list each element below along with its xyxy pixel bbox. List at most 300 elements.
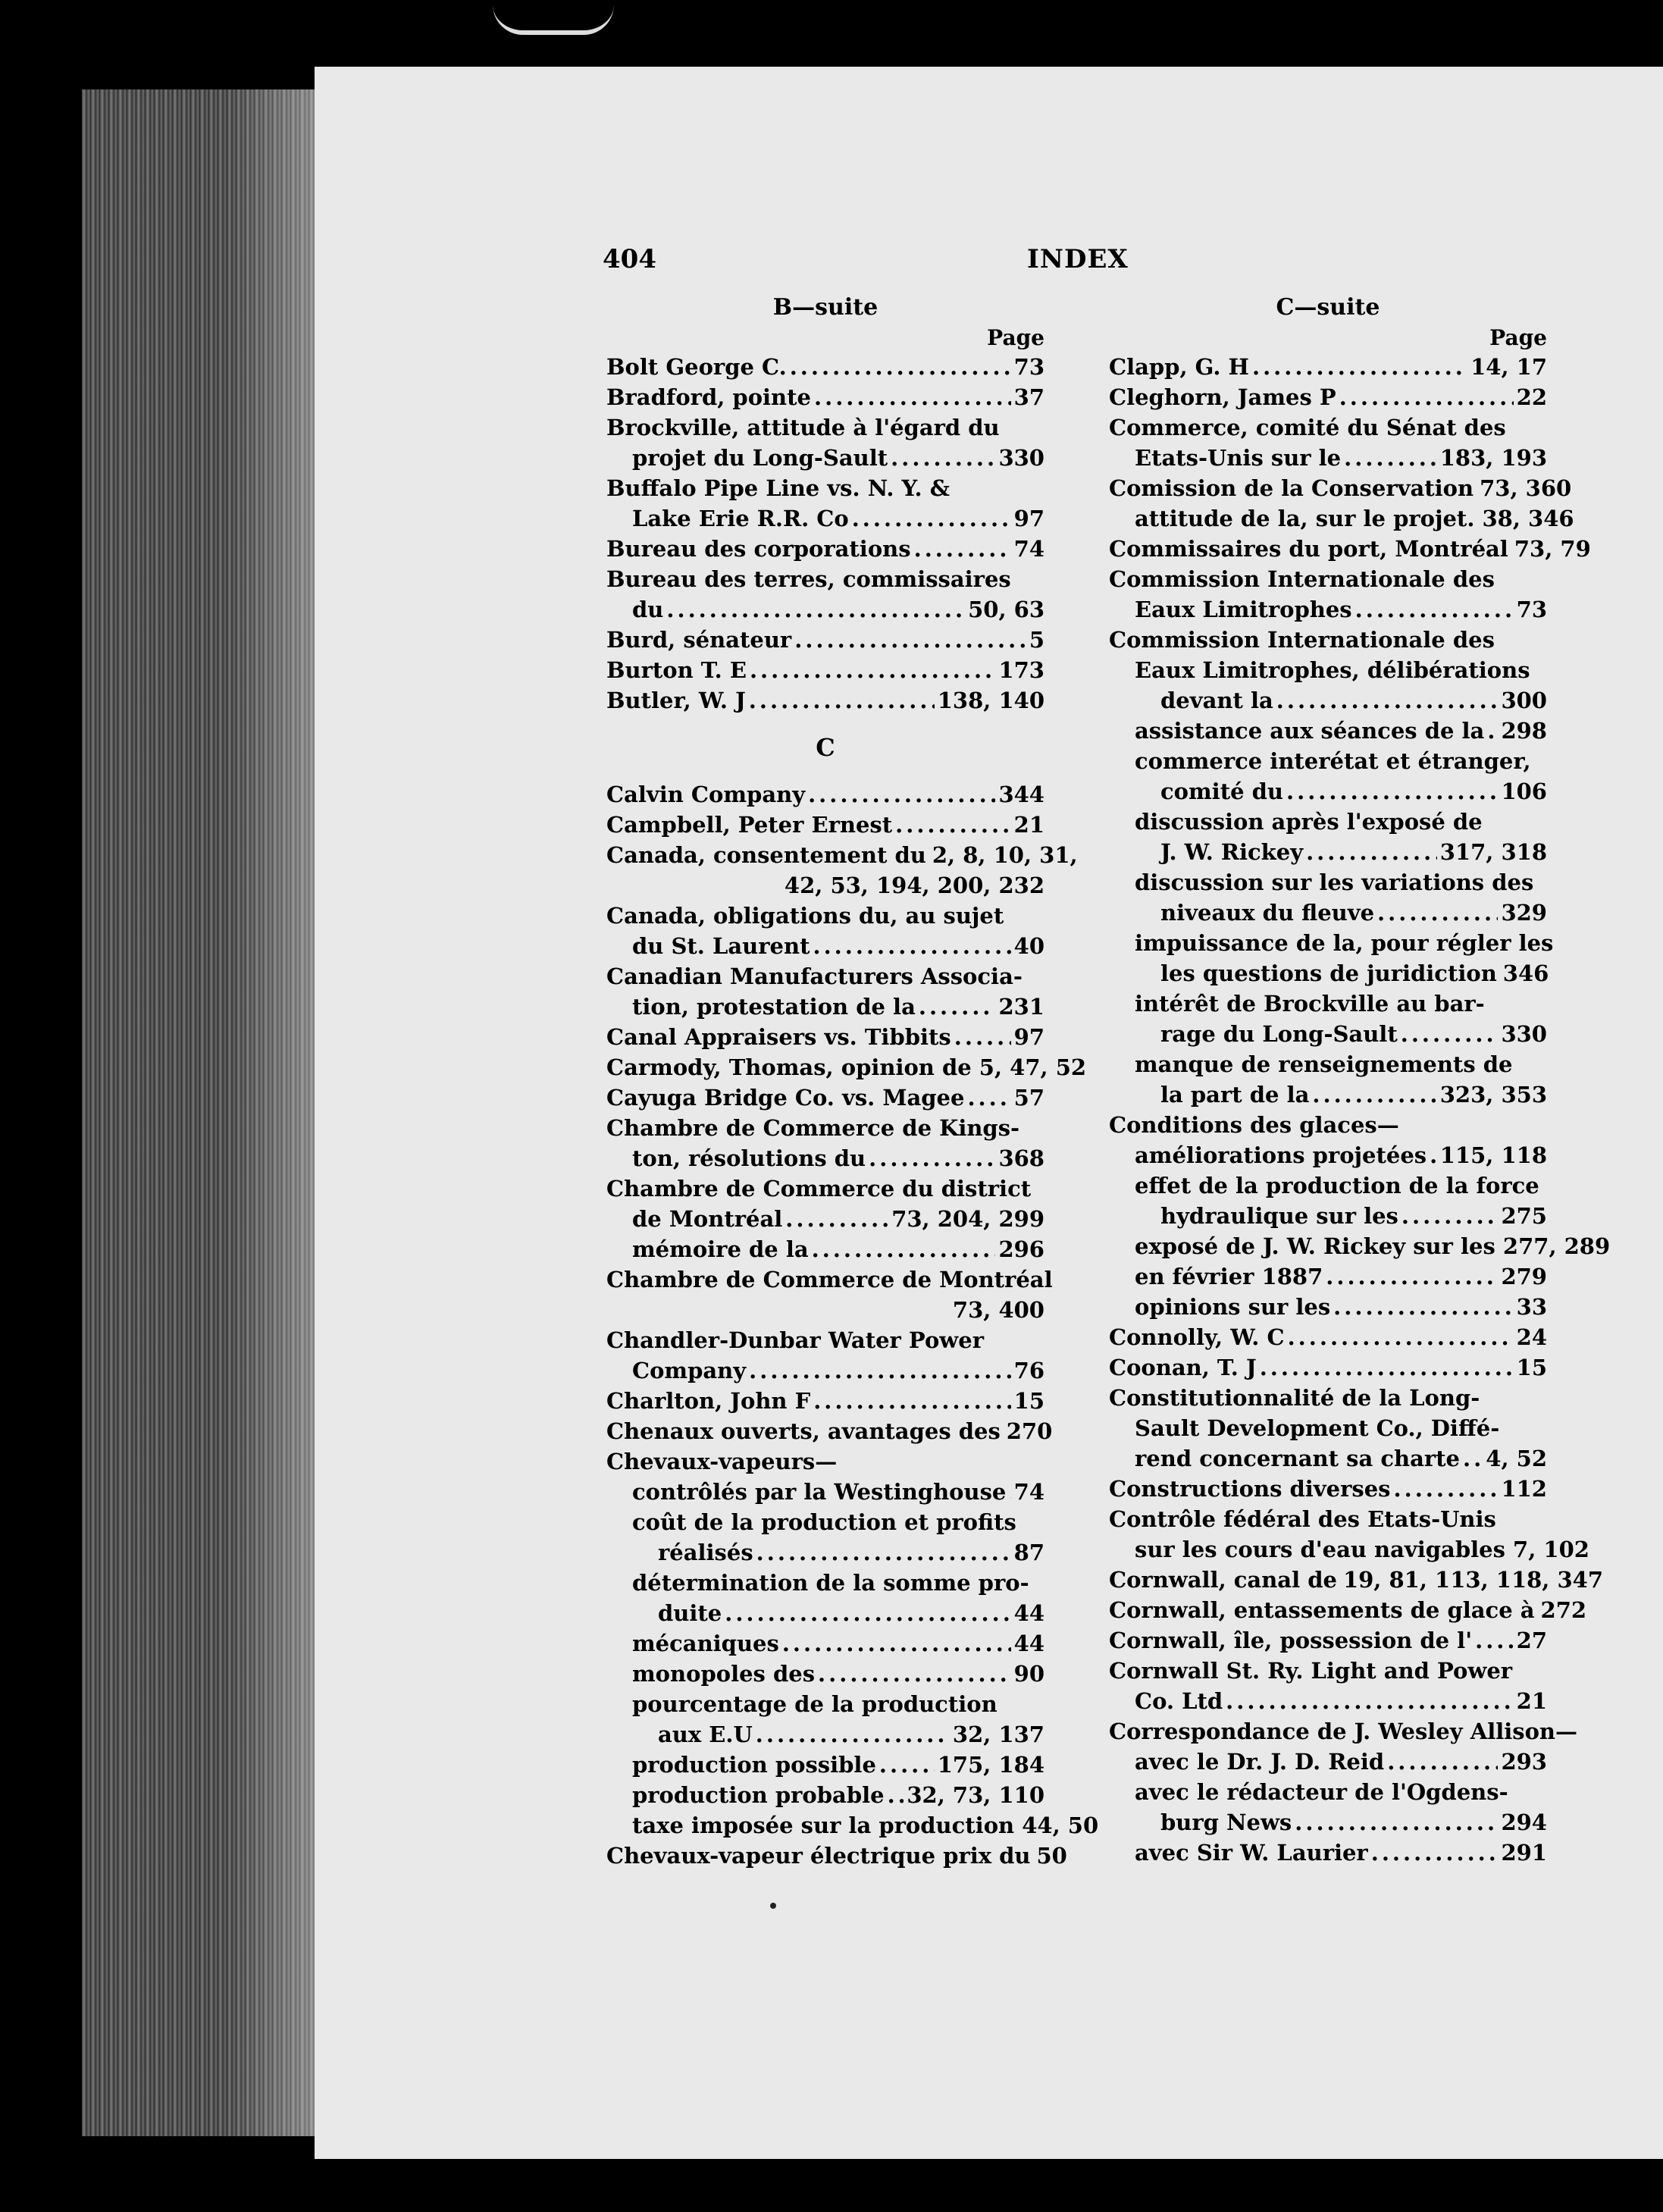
entry-text: impuissance de la, pour régler les bbox=[1135, 930, 1554, 956]
entry-text: en février 1887 bbox=[1135, 1264, 1323, 1289]
dot-leader bbox=[888, 1780, 904, 1810]
index-entry bbox=[1109, 1110, 1547, 1140]
entry-pages: 368 bbox=[998, 1145, 1044, 1171]
index-entry bbox=[1109, 1019, 1547, 1049]
entry-text: Coonan, T. J bbox=[1109, 1355, 1257, 1380]
index-entry bbox=[606, 1446, 1044, 1477]
index-entry bbox=[606, 1234, 1044, 1264]
dot-leader bbox=[794, 625, 1026, 655]
entry-text: niveaux du fleuve bbox=[1160, 900, 1375, 926]
entry-text: Cornwall, canal de bbox=[1109, 1567, 1337, 1593]
index-entry bbox=[606, 1052, 1087, 1083]
index-entry bbox=[606, 503, 1044, 534]
index-entry bbox=[606, 840, 1078, 870]
index-entry bbox=[606, 625, 1044, 655]
entry-text: Commissaires du port, Montréal bbox=[1109, 536, 1508, 562]
index-entry bbox=[606, 443, 1044, 473]
index-entry bbox=[1109, 1474, 1547, 1504]
entry-text: Commission Internationale des bbox=[1109, 627, 1495, 653]
entry-pages: 73, 79 bbox=[1514, 536, 1591, 562]
column-heading: C—suite bbox=[1276, 294, 1380, 321]
index-entry bbox=[1109, 1322, 1547, 1352]
section-letter-c: C bbox=[816, 733, 835, 762]
dot-leader bbox=[967, 1083, 1010, 1113]
entry-text: de Montréal bbox=[632, 1206, 783, 1232]
entry-pages: 2, 8, 10, 31, bbox=[932, 842, 1078, 868]
entry-text: pourcentage de la production bbox=[632, 1691, 997, 1717]
index-entry bbox=[606, 1083, 1044, 1113]
entry-text: avec Sir W. Laurier bbox=[1135, 1840, 1368, 1866]
entry-pages: 74 bbox=[1013, 1479, 1044, 1505]
dot-leader bbox=[666, 594, 965, 625]
entry-text: Cleghorn, James P bbox=[1109, 384, 1336, 410]
dot-leader bbox=[879, 1750, 935, 1780]
entry-pages: 323, 353 bbox=[1439, 1082, 1547, 1108]
index-entry bbox=[1109, 1443, 1547, 1474]
index-entry bbox=[606, 870, 1044, 901]
index-entry bbox=[1109, 1595, 1587, 1625]
entry-pages: 24 bbox=[1516, 1324, 1547, 1350]
entry-text: Chevaux-vapeur électrique prix du bbox=[606, 1843, 1031, 1869]
index-entries-c bbox=[606, 779, 1099, 1871]
entry-pages: 21 bbox=[1516, 1688, 1547, 1714]
entry-text: discussion après l'exposé de bbox=[1135, 809, 1483, 835]
entry-text: Burton T. E bbox=[606, 657, 747, 683]
entry-pages: 44 bbox=[1013, 1600, 1044, 1626]
index-entry bbox=[606, 1780, 1044, 1810]
entry-pages: 42, 53, 194, 200, 232 bbox=[784, 873, 1044, 898]
entry-pages: 317, 318 bbox=[1439, 839, 1547, 865]
dot-leader bbox=[750, 655, 996, 685]
index-entry bbox=[1109, 1140, 1547, 1170]
dot-leader bbox=[790, 352, 1011, 382]
entry-pages: 57 bbox=[1013, 1085, 1044, 1111]
index-entry bbox=[1109, 989, 1547, 1019]
entry-text: Constructions diverses bbox=[1109, 1476, 1391, 1502]
dot-leader bbox=[1475, 1625, 1514, 1656]
index-entry bbox=[1109, 746, 1547, 776]
dot-leader bbox=[1344, 443, 1437, 473]
entry-pages: 19, 81, 113, 118, 347 bbox=[1342, 1567, 1604, 1593]
index-entry bbox=[606, 1325, 1044, 1355]
index-entry bbox=[606, 1810, 1099, 1841]
entry-text: Chambre de Commerce de Montréal bbox=[606, 1267, 1053, 1292]
entry-pages: 15 bbox=[1013, 1388, 1044, 1414]
entry-text: intérêt de Brockville au bar- bbox=[1135, 991, 1485, 1017]
dot-leader bbox=[1371, 1838, 1499, 1868]
page-number: 404 bbox=[603, 244, 656, 274]
entry-text: du bbox=[632, 597, 664, 622]
index-entry bbox=[606, 564, 1044, 594]
index-entry bbox=[606, 961, 1044, 992]
entry-pages: 330 bbox=[998, 445, 1044, 471]
index-entry bbox=[1109, 1352, 1547, 1383]
entry-pages: 73 bbox=[1516, 597, 1547, 622]
entry-text: avec le Dr. J. D. Reid bbox=[1135, 1749, 1385, 1775]
index-entry bbox=[606, 382, 1044, 412]
entry-text: Commerce, comité du Sénat des bbox=[1109, 415, 1506, 440]
index-entry bbox=[606, 1264, 1053, 1295]
index-entry bbox=[1109, 1201, 1547, 1231]
index-entry bbox=[1109, 1504, 1547, 1534]
entry-text: Carmody, Thomas, opinion de 5, 47, 52 bbox=[606, 1054, 1087, 1080]
entry-text: mémoire de la bbox=[632, 1236, 809, 1262]
column-heading: B—suite bbox=[772, 294, 878, 321]
index-entry bbox=[606, 1416, 1053, 1446]
entry-pages: 231 bbox=[998, 994, 1044, 1020]
index-entry bbox=[1109, 1716, 1578, 1747]
index-entry bbox=[606, 594, 1044, 625]
index-entry bbox=[1109, 1656, 1547, 1686]
index-entry bbox=[1109, 1292, 1547, 1322]
index-entry bbox=[606, 1598, 1044, 1628]
entry-text: rage du Long-Sault bbox=[1160, 1021, 1398, 1047]
dot-leader bbox=[1306, 837, 1437, 867]
entry-text: réalisés bbox=[658, 1540, 753, 1565]
entry-text: Chambre de Commerce du district bbox=[606, 1176, 1032, 1202]
index-entry bbox=[1109, 1747, 1547, 1777]
entry-text: assistance aux séances de la bbox=[1135, 718, 1485, 744]
dot-leader bbox=[814, 382, 1011, 412]
entry-text: Cayuga Bridge Co. vs. Magee bbox=[606, 1085, 965, 1111]
dot-leader bbox=[1387, 1747, 1498, 1777]
index-entry bbox=[1109, 1079, 1547, 1110]
entry-text: production probable bbox=[632, 1782, 885, 1808]
index-entry bbox=[606, 810, 1044, 840]
entry-text: hydraulique sur les bbox=[1160, 1203, 1398, 1229]
entry-text: production possible bbox=[632, 1752, 876, 1778]
index-entry bbox=[606, 1537, 1044, 1568]
entry-pages: 27 bbox=[1516, 1628, 1547, 1653]
entry-pages: 112 bbox=[1501, 1476, 1547, 1502]
index-entry bbox=[606, 1386, 1044, 1416]
index-entry bbox=[606, 1477, 1044, 1507]
index-entry bbox=[606, 1750, 1044, 1780]
dot-leader bbox=[1260, 1352, 1514, 1383]
dot-leader bbox=[756, 1719, 950, 1750]
index-entry bbox=[1109, 685, 1547, 716]
dot-leader bbox=[1355, 594, 1514, 625]
entry-pages: 106 bbox=[1501, 779, 1547, 804]
entry-text: Connolly, W. C bbox=[1109, 1324, 1285, 1350]
dot-leader bbox=[782, 1628, 1011, 1659]
entry-text: du St. Laurent bbox=[632, 933, 810, 959]
entry-text: Brockville, attitude à l'égard du bbox=[606, 415, 1000, 440]
entry-text: Co. Ltd bbox=[1135, 1688, 1223, 1714]
entry-text: ton, résolutions du bbox=[632, 1145, 866, 1171]
entry-pages: 300 bbox=[1501, 688, 1547, 713]
entry-text: Canada, consentement du bbox=[606, 842, 926, 868]
index-entry bbox=[606, 931, 1044, 961]
entry-text: rend concernant sa charte bbox=[1135, 1446, 1460, 1471]
entry-text: Correspondance de J. Wesley Allison— bbox=[1109, 1719, 1578, 1744]
entry-pages: 21 bbox=[1013, 812, 1044, 838]
index-entry bbox=[606, 1689, 1044, 1719]
entry-text: Contrôle fédéral des Etats-Unis bbox=[1109, 1506, 1496, 1532]
entry-text: Lake Erie R.R. Co bbox=[632, 506, 849, 531]
dot-leader bbox=[1288, 1322, 1514, 1352]
entry-text: Clapp, G. H bbox=[1109, 354, 1249, 380]
book-edge-shade bbox=[227, 89, 317, 2136]
entry-text: Comission de la Conservation bbox=[1109, 475, 1474, 501]
entry-text: Campbell, Peter Ernest bbox=[606, 812, 893, 838]
dot-leader bbox=[1226, 1686, 1513, 1716]
entry-text: Bradford, pointe bbox=[606, 384, 811, 410]
dot-leader bbox=[725, 1598, 1010, 1628]
index-entry bbox=[1109, 625, 1547, 655]
index-entry bbox=[606, 1204, 1044, 1234]
entry-pages: 73 bbox=[1013, 354, 1044, 380]
dot-leader bbox=[1009, 1477, 1010, 1507]
entry-pages: 44 bbox=[1013, 1631, 1044, 1656]
dot-leader bbox=[891, 443, 995, 473]
entry-pages: 293 bbox=[1501, 1749, 1547, 1775]
dot-leader bbox=[1430, 1140, 1437, 1170]
entry-text: burg News bbox=[1160, 1809, 1292, 1835]
binder-clip-mark bbox=[493, 0, 614, 35]
index-entry bbox=[1109, 1686, 1547, 1716]
entry-text: Charlton, John F bbox=[606, 1388, 811, 1414]
entry-pages: 15 bbox=[1516, 1355, 1547, 1380]
entry-text: Bolt George C. bbox=[606, 354, 787, 380]
index-entry bbox=[1109, 1534, 1589, 1565]
entry-pages: 32, 137 bbox=[952, 1722, 1044, 1747]
entry-text: Canadian Manufacturers Associa- bbox=[606, 963, 1023, 989]
dot-leader bbox=[813, 931, 1010, 961]
entry-pages: 272 bbox=[1540, 1597, 1587, 1623]
dot-leader bbox=[785, 1204, 888, 1234]
index-entry bbox=[1109, 1838, 1547, 1868]
entry-pages: 173 bbox=[998, 657, 1044, 683]
index-entry bbox=[1109, 867, 1547, 898]
index-entry bbox=[1109, 534, 1591, 564]
entry-pages: 329 bbox=[1501, 900, 1547, 926]
dot-leader bbox=[1487, 716, 1498, 746]
index-entry bbox=[606, 779, 1044, 810]
entry-pages: 40 bbox=[1013, 933, 1044, 959]
entry-pages: 115, 118 bbox=[1439, 1142, 1547, 1168]
entry-text: devant la bbox=[1160, 688, 1273, 713]
entry-pages: 50 bbox=[1036, 1843, 1067, 1869]
entry-text: Cornwall, entassements de glace à bbox=[1109, 1597, 1535, 1623]
entry-pages: 87 bbox=[1013, 1540, 1044, 1565]
dot-leader bbox=[852, 503, 1011, 534]
entry-pages: 4, 52 bbox=[1486, 1446, 1547, 1471]
dot-leader bbox=[756, 1537, 1011, 1568]
entry-text: aux E.U bbox=[658, 1722, 753, 1747]
dot-leader bbox=[919, 992, 996, 1022]
entry-pages: 73, 360 bbox=[1480, 475, 1572, 501]
dot-leader bbox=[1463, 1443, 1483, 1474]
entry-text: sur les cours d'eau navigables 7, 102 bbox=[1135, 1537, 1589, 1562]
index-entry bbox=[1109, 352, 1547, 382]
index-entry bbox=[1109, 1625, 1547, 1656]
index-entry bbox=[606, 1659, 1044, 1689]
entry-text: la part de la bbox=[1160, 1082, 1310, 1108]
dot-leader bbox=[1295, 1807, 1498, 1838]
entry-pages: 270 bbox=[1006, 1418, 1053, 1444]
index-entry bbox=[1109, 1383, 1547, 1413]
index-entry bbox=[606, 655, 1044, 685]
entry-pages: 175, 184 bbox=[937, 1752, 1044, 1778]
entry-text: améliorations projetées bbox=[1135, 1142, 1427, 1168]
entry-pages: 97 bbox=[1013, 506, 1044, 531]
entry-pages: 90 bbox=[1013, 1661, 1044, 1687]
entry-pages: 344 bbox=[998, 782, 1044, 807]
entry-text: les questions de juridiction bbox=[1160, 960, 1497, 986]
index-entry bbox=[606, 1568, 1044, 1598]
entry-text: exposé de J. W. Rickey sur les 277, 289 bbox=[1135, 1233, 1611, 1259]
dot-leader bbox=[1401, 1201, 1499, 1231]
entry-text: projet du Long-Sault bbox=[632, 445, 888, 471]
index-entries-c-suite bbox=[1109, 352, 1611, 1868]
index-entry bbox=[1109, 898, 1547, 928]
index-entry bbox=[1109, 928, 1554, 958]
dot-leader bbox=[818, 1659, 1011, 1689]
index-entry bbox=[606, 1355, 1044, 1386]
dot-leader bbox=[812, 1234, 996, 1264]
index-entry bbox=[1109, 564, 1547, 594]
dot-leader bbox=[808, 779, 995, 810]
index-entry bbox=[1109, 837, 1547, 867]
entry-text: Calvin Company bbox=[606, 782, 806, 807]
index-entry bbox=[606, 1022, 1044, 1052]
index-column-right bbox=[1109, 293, 1611, 1868]
index-entry bbox=[606, 992, 1044, 1022]
entry-pages: 76 bbox=[1013, 1358, 1044, 1383]
index-entry bbox=[606, 1173, 1044, 1204]
entry-text: manque de renseignements de bbox=[1135, 1051, 1513, 1077]
dot-leader bbox=[954, 1022, 1011, 1052]
entry-text: Eaux Limitrophes, délibérations bbox=[1135, 657, 1530, 683]
entry-text: Buffalo Pipe Line vs. N. Y. & bbox=[606, 475, 950, 501]
entry-pages: 291 bbox=[1501, 1840, 1547, 1866]
index-entry bbox=[606, 901, 1044, 931]
index-entry bbox=[1109, 655, 1547, 685]
entry-text: Constitutionnalité de la Long- bbox=[1109, 1385, 1480, 1411]
index-entry bbox=[606, 1507, 1044, 1537]
entry-text: opinions sur les bbox=[1135, 1294, 1331, 1320]
index-entry bbox=[1109, 412, 1547, 443]
entry-pages: 33 bbox=[1516, 1294, 1547, 1320]
entry-text: Bureau des terres, commissaires bbox=[606, 566, 1011, 592]
entry-pages: 183, 193 bbox=[1439, 445, 1547, 471]
entry-text: coût de la production et profits bbox=[632, 1509, 1016, 1535]
entry-text: duite bbox=[658, 1600, 722, 1626]
entry-text: Bureau des corporations bbox=[606, 536, 911, 562]
index-entry bbox=[1109, 1170, 1547, 1201]
dot-leader bbox=[749, 685, 935, 716]
entry-text: contrôlés par la Westinghouse bbox=[632, 1479, 1007, 1505]
index-entry bbox=[1109, 1231, 1611, 1261]
entry-text: Chevaux-vapeurs— bbox=[606, 1449, 838, 1474]
index-entry bbox=[606, 534, 1044, 564]
index-entry bbox=[606, 1113, 1044, 1143]
index-entry bbox=[606, 1628, 1044, 1659]
dot-leader bbox=[1276, 685, 1499, 716]
index-entry bbox=[1109, 1565, 1604, 1595]
entry-pages: 296 bbox=[998, 1236, 1044, 1262]
entry-text: Sault Development Co., Diffé- bbox=[1135, 1415, 1500, 1441]
dot-leader bbox=[1339, 382, 1514, 412]
dot-leader bbox=[1333, 1292, 1513, 1322]
entry-text: Cornwall St. Ry. Light and Power bbox=[1109, 1658, 1513, 1684]
dot-leader bbox=[1326, 1261, 1498, 1292]
entry-pages: 14, 17 bbox=[1470, 354, 1547, 380]
entry-text: détermination de la somme pro- bbox=[632, 1570, 1029, 1596]
entry-pages: 74 bbox=[1013, 536, 1044, 562]
index-column-left bbox=[606, 293, 1099, 1871]
entry-text: Company bbox=[632, 1358, 747, 1383]
entry-text: Burd, sénateur bbox=[606, 627, 792, 653]
entry-text: Cornwall, île, possession de l' bbox=[1109, 1628, 1473, 1653]
dot-leader bbox=[1394, 1474, 1499, 1504]
entry-text: Canada, obligations du, au sujet bbox=[606, 903, 1004, 929]
ink-speck bbox=[770, 1903, 776, 1909]
entry-pages: 50, 63 bbox=[968, 597, 1044, 622]
entry-pages: 298 bbox=[1501, 718, 1547, 744]
entry-pages: 330 bbox=[1501, 1021, 1547, 1047]
entry-pages: 73, 400 bbox=[952, 1297, 1044, 1323]
dot-leader bbox=[914, 534, 1011, 564]
index-entry bbox=[606, 352, 1044, 382]
index-entry bbox=[1109, 1413, 1547, 1443]
entry-text: Conditions des glaces— bbox=[1109, 1112, 1399, 1138]
index-entry bbox=[606, 1719, 1044, 1750]
entry-pages: 73, 204, 299 bbox=[891, 1206, 1044, 1232]
dot-leader bbox=[813, 1386, 1010, 1416]
entry-text: effet de la production de la force bbox=[1135, 1173, 1539, 1198]
index-entry bbox=[606, 1841, 1067, 1871]
dot-leader bbox=[1377, 898, 1498, 928]
entry-pages: 32, 73, 110 bbox=[907, 1782, 1044, 1808]
entry-text: Etats-Unis sur le bbox=[1135, 445, 1342, 471]
entry-text: mécaniques bbox=[632, 1631, 779, 1656]
index-entries-b bbox=[606, 352, 1044, 716]
entry-text: Chambre de Commerce de Kings- bbox=[606, 1115, 1020, 1141]
entry-text: taxe imposée sur la production 44, 50 bbox=[632, 1813, 1099, 1838]
index-entry bbox=[1109, 776, 1547, 807]
dot-leader bbox=[749, 1355, 1011, 1386]
entry-text: avec le rédacteur de l'Ogdens- bbox=[1135, 1779, 1508, 1805]
entry-text: monopoles des bbox=[632, 1661, 816, 1687]
dot-leader bbox=[869, 1143, 995, 1173]
entry-text: attitude de la, sur le projet. 38, 346 bbox=[1135, 506, 1574, 531]
entry-text: J. W. Rickey bbox=[1160, 839, 1304, 865]
entry-text: Butler, W. J bbox=[606, 688, 746, 713]
entry-text: Chandler-Dunbar Water Power bbox=[606, 1327, 984, 1353]
entry-text: Eaux Limitrophes bbox=[1135, 597, 1352, 622]
dot-leader bbox=[1312, 1079, 1436, 1110]
index-entry bbox=[1109, 503, 1574, 534]
entry-pages: 275 bbox=[1501, 1203, 1547, 1229]
index-entry bbox=[1109, 807, 1547, 837]
entry-text: Commission Internationale des bbox=[1109, 566, 1495, 592]
entry-pages: 279 bbox=[1501, 1264, 1547, 1289]
index-entry bbox=[606, 412, 1044, 443]
entry-text: discussion sur les variations des bbox=[1135, 869, 1534, 895]
entry-pages: 22 bbox=[1516, 384, 1547, 410]
index-entry bbox=[606, 1143, 1044, 1173]
entry-text: comité du bbox=[1160, 779, 1284, 804]
index-entry bbox=[606, 1295, 1044, 1325]
entry-pages: 97 bbox=[1013, 1024, 1044, 1050]
index-entry bbox=[606, 473, 1044, 503]
page-column-label: Page bbox=[987, 325, 1044, 350]
index-entry bbox=[1109, 1777, 1547, 1807]
entry-text: Canal Appraisers vs. Tibbits bbox=[606, 1024, 951, 1050]
dot-leader bbox=[895, 810, 1011, 840]
